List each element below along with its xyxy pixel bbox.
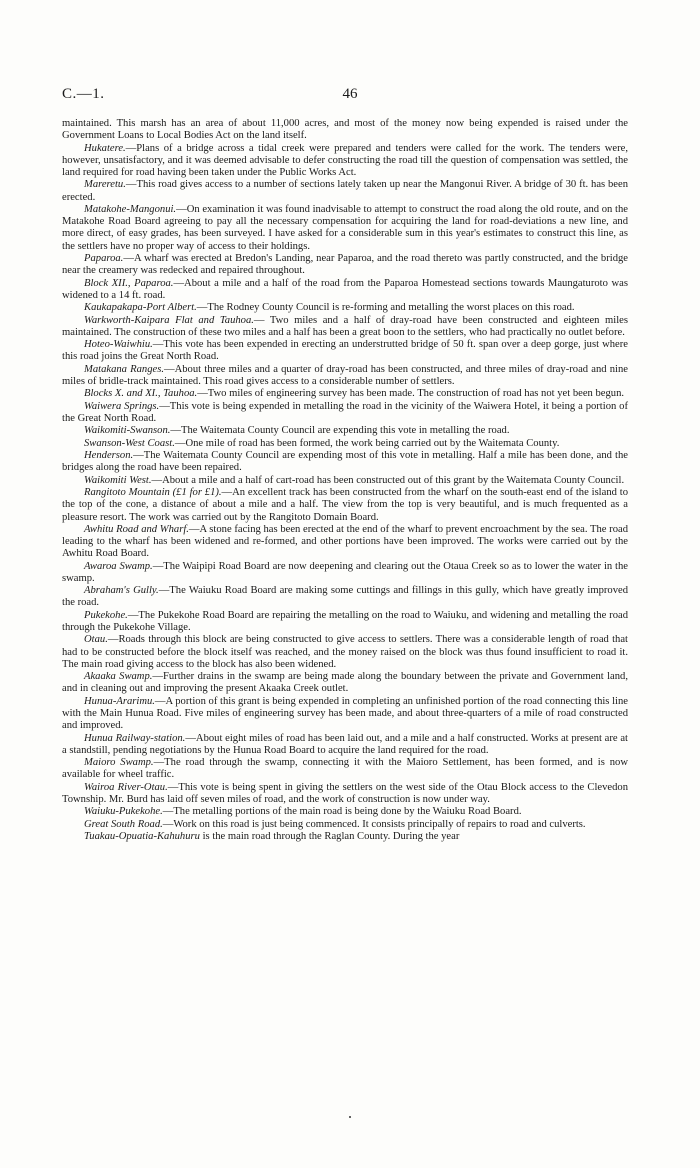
page-header [62, 86, 638, 106]
document-code: C.—1. [62, 86, 105, 102]
paragraph-text: —This vote is being expended in metalling the road in the vicinity of the Waiwera Hotel, it being a portion of the Great North Road. [62, 400, 629, 424]
paragraph [62, 118, 628, 142]
paragraph-heading: Matakohe-Mangonui. [84, 203, 177, 215]
paragraph-text: —A portion of this grant is being expended in completing an unfinished portion of the road connecting this line with the Main Hunua Road. Five miles of engineering survey has been made, and about three-quarters of a mile of road constructed and improved. [62, 695, 628, 732]
paragraph [62, 438, 628, 450]
paragraph [62, 696, 628, 733]
paragraph-heading: Henderson. [84, 450, 134, 462]
paragraph-heading: Waikomiti-Swanson. [84, 425, 171, 437]
paragraph [62, 782, 628, 806]
paragraph-heading: Great South Road. [84, 818, 163, 830]
paragraph-text: —The Rodney County Council is re-forming and metalling the worst places on this road. [196, 302, 575, 314]
paragraph [62, 401, 628, 425]
page-number: 46 [342, 86, 358, 102]
paragraph [62, 315, 628, 339]
paragraph [62, 302, 628, 314]
paragraph-heading: Tuakau-Opuatia-Kahuhuru [84, 831, 200, 843]
paragraph-heading: Swanson-West Coast. [84, 437, 175, 449]
paragraph-heading: Wairoa River-Otau. [84, 781, 168, 793]
paragraph-heading: Abraham's Gully. [84, 585, 159, 597]
paragraph-text: —Two miles of engineering survey has been made. The construction of road has not yet been begun. [197, 388, 625, 400]
paragraph-text: —Plans of a bridge across a tidal creek were prepared and tenders were called for the work. The tenders were, however, unsatisfactory, and it was deemed advisable to defer constructing the road till the question of compensation was settled, the land required for road having been taken under the Public Works Act. [62, 142, 628, 178]
paragraph-text: —About eight miles of road has been laid out, and a mile and a half constructed. Works at present are at a standstill, pending negotiations by the Hunua Road Board to acquire the land required for the road. [62, 732, 628, 756]
paragraph-heading: Waiuku-Pukekohe. [84, 806, 163, 818]
paragraph [62, 634, 628, 671]
paragraph-text: —The Pukekohe Road Board are repairing the metalling on the road to Waiuku, and widening and metalling the road through the Pukekohe Village. [62, 609, 628, 634]
paragraph [62, 143, 628, 180]
paragraph-heading: Akaaka Swamp. [84, 671, 153, 683]
paragraph-text: —The metalling portions of the main road is being done by the Waiuku Road Board. [162, 806, 522, 818]
paragraph-heading: Rangitoto Mountain (£1 for £1). [84, 487, 222, 499]
paragraph-heading: Mareretu. [84, 179, 126, 191]
paragraph [62, 561, 628, 585]
paragraph-text: —About three miles and a quarter of dray-road has been constructed, and three miles of dray-road and nine miles of bridle-track maintained. This road gives access to a considerable number of settlers. [62, 363, 628, 387]
report-body [62, 118, 628, 844]
paragraph-heading: Kaukapakapa-Port Albert. [84, 302, 197, 314]
paragraph [62, 671, 628, 695]
paragraph-text: —Work on this road is just being commenced. It consists principally of repairs to road and culverts. [162, 818, 586, 830]
paragraph [62, 819, 628, 831]
paragraph-text: —Further drains in the swamp are being made along the boundary between the private and Government land, and in cleaning out and improving the present Akaaka Creek outlet. [62, 671, 629, 695]
page-mark [349, 1116, 351, 1118]
paragraph [62, 806, 628, 818]
paragraph [62, 585, 628, 609]
paragraph-text: —The Waipipi Road Board are now deepening and clearing out the Otaua Creek so as to lower the water in the swamp. [62, 560, 628, 584]
paragraph-text: is the main road through the Raglan County. During the year [199, 831, 460, 843]
paragraph-heading: Paparoa. [84, 252, 124, 264]
paragraph-text: —This vote has been expended in erecting an understrutted bridge of 50 ft. span over a deep gorge, just where this road joins the Great North Road. [62, 339, 628, 363]
paragraph [62, 757, 628, 781]
paragraph-text: — Two miles and a half of dray-road have been constructed and eighteen miles maintained. The construction of these two miles and a half has been a great boon to the settlers, who had practically no outlet before. [62, 314, 628, 338]
paragraph-heading: Waiwera Springs. [84, 400, 160, 412]
paragraph-text: maintained. This marsh has an area of about 11,000 acres, and most of the money now being expended is raised under the Government Loans to Local Bodies Act on the land itself. [62, 118, 628, 142]
paragraph [62, 524, 628, 561]
paragraph-text: —This road gives access to a number of sections lately taken up near the Mangonui River. A bridge of 30 ft. has been erected. [62, 179, 628, 203]
paragraph-text: —A stone facing has been erected at the end of the wharf to prevent encroachment by the sea. The road leading to the wharf has been widened and re-formed, and other portions have been improved. The works were carried out by the Awhitu Road Board. [62, 523, 628, 560]
paragraph-heading: Block XII., Paparoa. [84, 277, 174, 289]
paragraph-heading: Waikomiti West. [84, 474, 152, 486]
paragraph-text: —The Waitemata County Council are expending this vote in metalling the road. [170, 425, 510, 437]
paragraph-text: —About a mile and a half of cart-road has been constructed out of this grant by the Waitemata County Council. [151, 474, 625, 486]
paragraph-heading: Pukekohe. [84, 609, 128, 621]
paragraph-text: —This vote is being spent in giving the settlers on the west side of the Otau Block access to the Clevedon Township. Mr. Burd has laid off seven miles of road, and the work of construction is now under way. [62, 781, 628, 806]
paragraph-heading: Awhitu Road and Wharf. [84, 523, 189, 535]
paragraph-heading: Maioro Swamp. [84, 757, 154, 769]
paragraph [62, 364, 628, 388]
paragraph-heading: Otau. [84, 634, 108, 646]
paragraph-heading: Hoteo-Waiwhiu. [84, 339, 153, 351]
paragraph [62, 339, 628, 363]
paragraph-text: —On examination it was found inadvisable to attempt to construct the road along the old route, and on the Matakohe Road Board agreeing to pay all the necessary compensation for acquiring the land for road-deviations a new line, and more direct, of easy grades, has been surveyed. I have asked for a considerable sum in this year's estimates to construct this line, as the settlers have no proper way of access to their holdings. [62, 203, 628, 252]
paragraph [62, 450, 628, 474]
paragraph [62, 610, 628, 634]
paragraph-text: —About a mile and a half of the road from the Paparoa Homestead sections towards Maungaturoto was widened to a 14 ft. road. [62, 277, 628, 301]
paragraph-text: —The Waitemata County Council are expending most of this vote in metalling. Half a mile has been done, and the bridges along the road have been repaired. [62, 450, 628, 474]
paragraph [62, 204, 628, 253]
paragraph-text: —Roads through this block are being constructed to give access to settlers. There was a considerable length of road that had to be constructed before the block itself was reached, and the money raised on the block was thus found insufficient to road it. The main road giving access to the block has also been widened. [62, 634, 628, 670]
paragraph-heading: Hunua Railway-station. [84, 732, 186, 744]
paragraph-text: —The road through the swamp, connecting it with the Maioro Settlement, has been formed, and is now available for wheel traffic. [62, 757, 628, 781]
paragraph-text: —An excellent track has been constructed from the wharf on the south-east end of the island to the top of the cone, a distance of about a mile and a half. The view from the top is very beautiful, and is much frequented as a pleasure resort. The work was carried out by the Rangitoto Domain Board. [62, 487, 628, 523]
paragraph [62, 831, 628, 843]
paragraph [62, 253, 628, 277]
paragraph-heading: Warkworth-Kaipara Flat and Tauhoa. [84, 314, 254, 326]
paragraph-heading: Awaroa Swamp. [84, 560, 153, 572]
paragraph [62, 388, 628, 400]
paragraph-heading: Hunua-Ararimu. [84, 695, 155, 707]
paragraph [62, 278, 628, 302]
paragraph [62, 487, 628, 524]
paragraph [62, 733, 628, 757]
paragraph-heading: Hukatere. [84, 142, 126, 154]
paragraph-text: —The Waiuku Road Board are making some cuttings and fillings in this gully, which have greatly improved the road. [62, 585, 628, 609]
paragraph-heading: Matakana Ranges. [84, 363, 164, 375]
paragraph-heading: Blocks X. and XI., Tauhoa. [84, 388, 198, 400]
paragraph [62, 425, 628, 437]
paragraph [62, 475, 628, 487]
paragraph-text: —One mile of road has been formed, the work being carried out by the Waitemata County. [174, 437, 560, 449]
paragraph [62, 179, 628, 203]
paragraph-text: —A wharf was erected at Bredon's Landing, near Paparoa, and the road thereto was partly constructed, and the bridge near the creamery was redecked and repaired throughout. [62, 252, 628, 277]
